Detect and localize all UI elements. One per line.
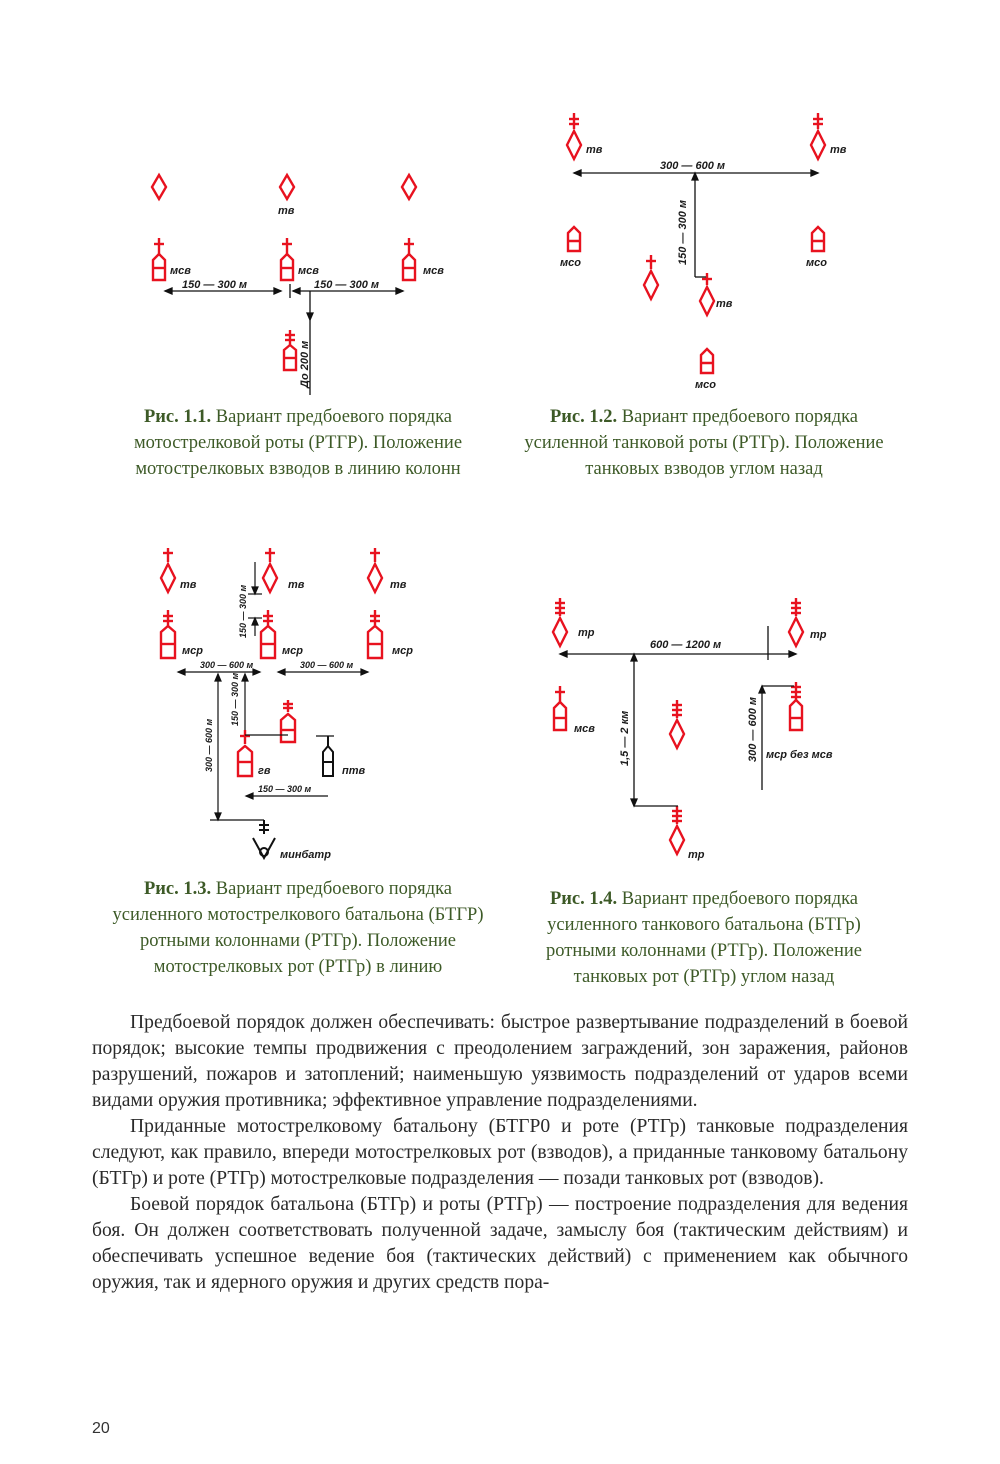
- infantry-symbol: [568, 227, 580, 251]
- figure-1-3: [150, 540, 450, 870]
- label-mso-left: мсо: [560, 257, 581, 269]
- infantry-platoon-symbols: [153, 238, 415, 370]
- figure-1-1: [120, 160, 480, 400]
- tank-symbol: [811, 113, 825, 159]
- caption-fig-1-2: [516, 404, 892, 482]
- distance-label-right: 150 — 300 м: [314, 279, 380, 291]
- caption-number: Рис. 1.2.: [549, 407, 618, 427]
- label-ptv: птв: [342, 765, 366, 777]
- infantry-symbol: [790, 682, 802, 730]
- tank-symbol: [567, 113, 581, 159]
- label-tr-left: тр: [578, 627, 595, 639]
- infantry-symbol: [554, 686, 566, 730]
- distance-label-horizontal: 300 — 600 м: [660, 160, 726, 172]
- infantry-symbol: [368, 610, 382, 658]
- tank-symbol: [789, 598, 803, 646]
- distance-label-left: 150 — 300 м: [182, 279, 248, 291]
- caption-fig-1-1: [112, 404, 484, 482]
- distance-label-vertical: До 200 м: [299, 340, 311, 388]
- infantry-symbol: [403, 238, 415, 280]
- caption-fig-1-4: [516, 886, 892, 990]
- paragraph-1: Предбоевой порядок должен обеспечивать: быстрое развертывание подразделений в боевой порядок; высокие темпы продвижения с преодолением заграждений, зон заражения, районов разрушений, пожаров и затоплений; наименьшую уязвимость подразделений от ударов всеми видами оружия противника; эффективное управление подразделениями.: [92, 1012, 908, 1111]
- distance-label-right: 300 — 600 м: [747, 696, 759, 762]
- label-tr-right: тр: [810, 629, 827, 641]
- distance-label-left: 300 — 600 м: [204, 718, 214, 772]
- infantry-symbol: [153, 238, 165, 280]
- label-msr-bez-msv: мср без мсв: [766, 749, 833, 761]
- tank-symbol: [644, 255, 658, 299]
- body-text: [92, 1010, 908, 1296]
- infantry-squad-symbols: [568, 227, 824, 373]
- distance-label-vertical: 150 — 300 м: [677, 199, 689, 265]
- distance-lines: [574, 170, 818, 277]
- figure-1-1-diagram: [120, 160, 480, 400]
- infantry-symbol: [281, 238, 293, 280]
- label-tv-1: тв: [180, 579, 197, 591]
- page-number: 20: [92, 1420, 110, 1437]
- tank-symbol: [368, 548, 382, 592]
- infantry-symbol: [812, 227, 824, 251]
- tank-symbol: [161, 548, 175, 592]
- label-msv-right: мсв: [423, 265, 444, 277]
- distance-label-horizontal: 600 — 1200 м: [650, 639, 722, 651]
- label-mso-bottom: мсо: [695, 379, 716, 391]
- caption-text: Вариант предбоевого порядка усиленной танковой роты (РТГр). Положение танковых взводов углом назад: [524, 407, 884, 479]
- figure-1-2: [540, 105, 860, 400]
- infantry-symbol: [701, 349, 713, 373]
- tank-symbol: [670, 700, 684, 748]
- distance-label-msr-2: 300 — 600 м: [300, 660, 354, 670]
- label-msr-1: мср: [182, 645, 203, 657]
- tank-symbol: [700, 273, 714, 315]
- label-tv-3: тв: [390, 579, 407, 591]
- caption-text: Вариант предбоевого порядка мотострелковой роты (РТГР). Положение мотострелковых взводов в линию колонн: [133, 407, 463, 479]
- distance-lines: [165, 284, 403, 395]
- tank-symbol: [263, 548, 277, 592]
- label-tv-right: тв: [830, 144, 847, 156]
- tank-platoon-symbols: [152, 175, 416, 199]
- caption-text: Вариант предбоевого порядка усиленного мотострелкового батальона (БТГР) ротными колоннами (РТГр). Положение мотострелковых рот (РТГр) в линию: [112, 879, 484, 977]
- distance-label-msr-1: 300 — 600 м: [200, 660, 254, 670]
- caption-fig-1-3: [112, 876, 484, 980]
- infantry-symbol: [238, 730, 252, 776]
- tank-symbol: [553, 598, 567, 646]
- tank-symbol: [670, 806, 684, 854]
- tank-symbol: [280, 175, 294, 199]
- distance-label-ptv: 150 — 300 м: [258, 784, 312, 794]
- tank-symbols: [567, 113, 825, 315]
- figure-1-4: [540, 590, 870, 870]
- label-msv: мсв: [574, 723, 595, 735]
- distance-label-tv: 150 — 300 м: [238, 584, 248, 638]
- infantry-company-symbols: [161, 610, 382, 776]
- tank-symbol: [152, 175, 166, 199]
- caption-text: Вариант предбоевого порядка усиленного танкового батальона (БТГр) ротными колоннами (РТГр). Положение танковых рот (РТГр) углом назад: [546, 889, 862, 987]
- tank-symbol: [402, 175, 416, 199]
- figure-1-3-diagram: [150, 540, 450, 870]
- label-msv-center: мсв: [298, 265, 319, 277]
- infantry-symbol: [161, 610, 175, 658]
- label-tv-left: тв: [586, 144, 603, 156]
- infantry-symbol: [281, 700, 295, 742]
- figure-1-4-diagram: [540, 590, 870, 870]
- mortar-battery-symbol: [253, 820, 275, 858]
- label-gv: гв: [258, 765, 271, 777]
- caption-number: Рис. 1.4.: [549, 889, 618, 909]
- distance-label-left: 1,5 — 2 км: [619, 710, 631, 766]
- label-tv: тв: [278, 205, 295, 217]
- paragraph-2: Приданные мотострелковому батальону (БТГР0 и роте (РТГр) танковые подразделения следуют, как правило, впереди мотострелковых рот (взводов), а приданные танковому батальону (БТГр) и роте (РТГр) мотострелковые подразделения — позади танковых рот (взводов).: [92, 1116, 908, 1189]
- distance-lines: [178, 562, 368, 820]
- label-mso-right: мсо: [806, 257, 827, 269]
- label-tv-center: тв: [716, 298, 733, 310]
- infantry-symbol-rear: [284, 330, 296, 370]
- label-tv-2: тв: [288, 579, 305, 591]
- paragraph-3: Боевой порядок батальона (БТГр) и роты (РТГр) — построение подразделения для ведения боя. Он должен соответствовать полученной задаче, замыслу боя (тактическим действиям) и обеспечивать успешное ведение боя (тактических действий) с применением как обычного оружия, так и ядерного оружия и других средств пора-: [92, 1194, 908, 1293]
- label-minbatr: минбатр: [280, 849, 331, 861]
- figure-1-2-diagram: [540, 105, 860, 400]
- infantry-symbol: [261, 610, 275, 658]
- label-msr-3: мср: [392, 645, 413, 657]
- label-msv-left: мсв: [170, 265, 191, 277]
- distance-label-gv: 150 — 300 м: [230, 672, 240, 726]
- label-msr-2: мср: [282, 645, 303, 657]
- caption-number: Рис. 1.1.: [143, 407, 212, 427]
- caption-number: Рис. 1.3.: [143, 879, 212, 899]
- label-tr-bottom: тр: [688, 849, 705, 861]
